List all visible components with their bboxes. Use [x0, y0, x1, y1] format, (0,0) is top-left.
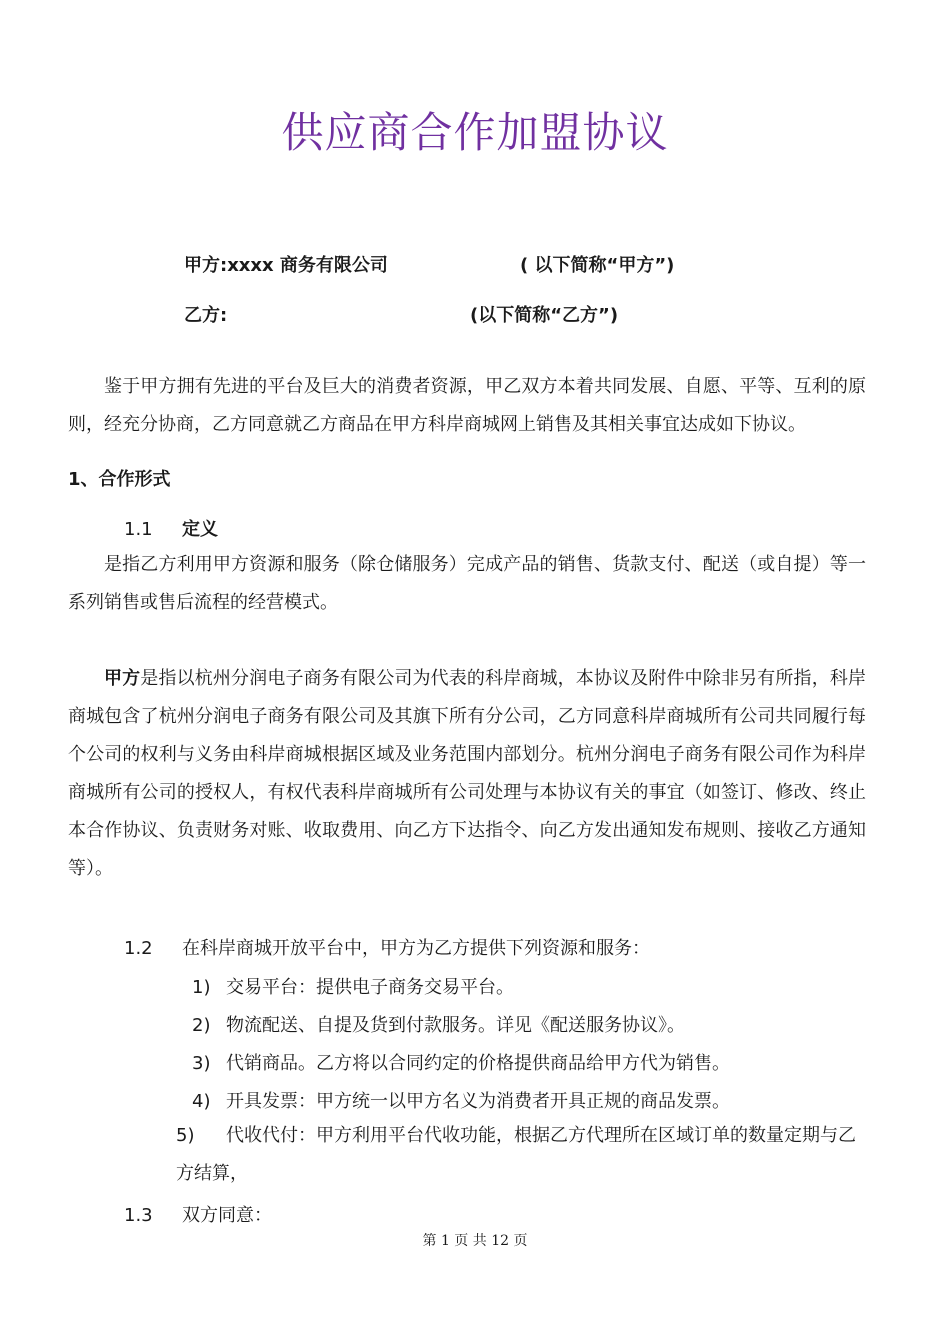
list-item-text: 交易平台：提供电子商务交易平台。 [226, 977, 514, 998]
subsection-text: 在科岸商城开放平台中，甲方为乙方提供下列资源和服务： [182, 938, 650, 959]
section-1-heading: 1、合作形式 [68, 469, 171, 490]
party-a-definition-paragraph [68, 660, 866, 888]
list-item-text: 代销商品。乙方将以合同约定的价格提供商品给甲方代为销售。 [226, 1053, 730, 1074]
subsection-number: 1.1 [124, 519, 153, 540]
list-item-number: 1) [192, 977, 211, 998]
party-a-label: 甲方:xxxx 商务有限公司 [184, 255, 388, 276]
list-item-number: 2) [192, 1015, 211, 1036]
party-a-note: ( 以下简称“甲方”) [520, 255, 675, 276]
subsection-number: 1.3 [124, 1205, 153, 1226]
party-b-label: 乙方: [184, 305, 228, 326]
list-item-text: 开具发票：甲方统一以甲方名义为消费者开具正规的商品发票。 [226, 1091, 730, 1112]
list-item-text: 代收代付：甲方利用平台代收功能，根据乙方代理所在区域订单的数量定期与乙方结算， [176, 1125, 856, 1184]
subsection-text: 双方同意： [182, 1205, 272, 1226]
subsection-1-1 [124, 515, 218, 541]
preamble-paragraph: 鉴于甲方拥有先进的平台及巨大的消费者资源，甲乙双方本着共同发展、自愿、平等、互利的原则，经充分协商，乙方同意就乙方商品在甲方科岸商城网上销售及其相关事宜达成如下协议。 [68, 376, 866, 435]
page-footer: 第 1 页 共 12 页 [422, 1233, 528, 1249]
subsection-1-2 [124, 934, 650, 960]
list-item-number: 4) [192, 1091, 211, 1112]
party-a-term: 甲方 [104, 668, 141, 689]
subsection-1-3 [124, 1201, 272, 1227]
subsection-label: 定义 [182, 519, 218, 540]
list-item [192, 1049, 730, 1075]
list-item-number: 5) [176, 1125, 195, 1146]
list-item [192, 1011, 685, 1037]
definition-paragraph: 是指乙方利用甲方资源和服务（除仓储服务）完成产品的销售、货款支付、配送（或自提）等一系列销售或售后流程的经营模式。 [68, 554, 866, 613]
list-item [192, 1087, 730, 1113]
subsection-number: 1.2 [124, 938, 153, 959]
party-b-note: (以下简称“乙方”) [470, 305, 619, 326]
party-a-definition-text: 是指以杭州分润电子商务有限公司为代表的科岸商城，本协议及附件中除非另有所指，科岸商城包含了杭州分润电子商务有限公司及其旗下所有分公司，乙方同意科岸商城所有公司共同履行每个公司的权利与义务由科岸商城根据区域及业务范围内部划分。杭州分润电子商务有限公司作为科岸商城所有公司的授权人，有权代表科岸商城所有公司处理与本协议有关的事宜（如签订、修改、终止本合作协议、负责财务对账、收取费用、向乙方下达指令、向乙方发出通知发布规则、接收乙方通知等）。 [68, 668, 866, 879]
list-item-number: 3) [192, 1053, 211, 1074]
document-title: 供应商合作加盟协议 [281, 108, 669, 157]
list-item [176, 1117, 868, 1193]
list-item [192, 973, 514, 999]
list-item-text: 物流配送、自提及货到付款服务。详见《配送服务协议》。 [226, 1015, 685, 1036]
